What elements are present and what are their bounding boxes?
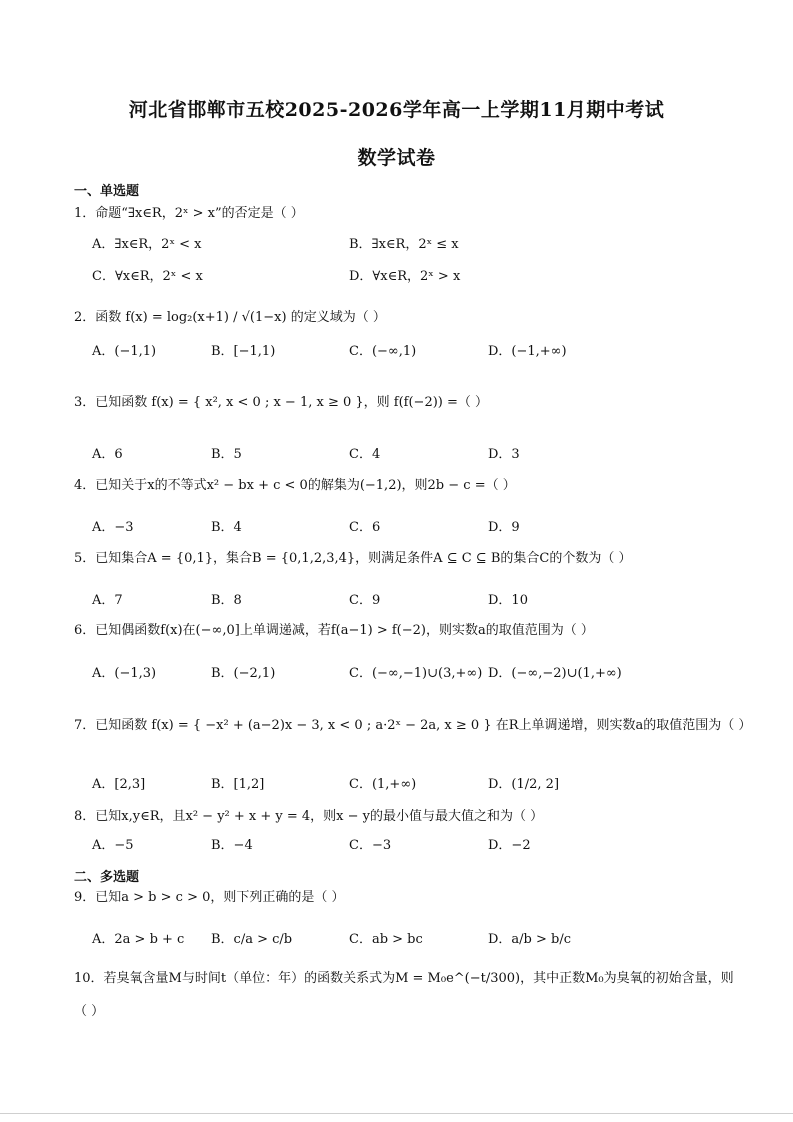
section-heading-single: 一、单选题: [74, 184, 140, 199]
question-10-stem: 10．若臭氧含量M与时间t（单位：年）的函数关系式为M = M₀e^(−t/300)，其中正数M₀为臭氧的初始含量，则: [74, 971, 734, 986]
question-9-option-b: B．c/a > c/b: [211, 932, 293, 947]
question-5-option-b: B．8: [211, 593, 242, 608]
section-heading-multi: 二、多选题: [74, 870, 140, 885]
question-4-stem: 4．已知关于x的不等式x² − bx + c < 0的解集为(−1,2)，则2b − c =（ ）: [74, 478, 516, 493]
page-subtitle: 数学试卷: [357, 147, 436, 169]
question-7-option-c: C．(1,+∞): [349, 777, 417, 792]
question-7-option-a: A．[2,3]: [92, 777, 146, 792]
question-2-option-b: B．[−1,1): [211, 344, 276, 359]
question-9-stem: 9．已知a > b > c > 0，则下列正确的是（ ）: [74, 890, 345, 905]
question-2-stem: 2．函数 f(x) = log₂(x+1) / √(1−x) 的定义域为（ ）: [74, 310, 386, 325]
question-5-option-c: C．9: [349, 593, 381, 608]
question-3-stem: 3．已知函数 f(x) = { x², x < 0 ; x − 1, x ≥ 0 }，则 f(f(−2)) =（ ）: [74, 395, 489, 410]
question-9-option-d: D．a/b > b/c: [488, 932, 572, 947]
question-4-option-b: B．4: [211, 520, 242, 535]
question-7-option-b: B．[1,2]: [211, 777, 265, 792]
question-7-stem: 7．已知函数 f(x) = { −x² + (a−2)x − 3, x < 0 ; a·2ˣ − 2a, x ≥ 0 } 在R上单调递增，则实数a的取值范围为（ ）: [74, 718, 752, 733]
question-9-option-c: C．ab > bc: [349, 932, 423, 947]
question-8-option-a: A．−5: [92, 838, 134, 853]
question-3-option-a: A．6: [92, 447, 123, 462]
question-6-option-d: D．(−∞,−2)∪(1,+∞): [488, 666, 622, 681]
question-3-option-b: B．5: [211, 447, 242, 462]
question-8-option-b: B．−4: [211, 838, 253, 853]
question-1-option-c: C．∀x∈R，2ˣ < x: [92, 269, 203, 284]
question-1-option-b: B．∃x∈R，2ˣ ≤ x: [349, 237, 459, 252]
question-2-option-d: D．(−1,+∞): [488, 344, 567, 359]
question-2-option-c: C．(−∞,1): [349, 344, 417, 359]
question-10-stem-continuation: （ ）: [74, 1004, 105, 1019]
question-8-stem: 8．已知x,y∈R，且x² − y² + x + y = 4，则x − y的最小值与最大值之和为（ ）: [74, 809, 544, 824]
question-3-option-c: C．4: [349, 447, 381, 462]
question-1-stem: 1．命题“∃x∈R，2ˣ > x”的否定是（ ）: [74, 206, 304, 221]
question-6-stem: 6．已知偶函数f(x)在(−∞,0]上单调递减，若f(a−1) > f(−2)，则实数a的取值范围为（ ）: [74, 623, 594, 638]
question-5-stem: 5．已知集合A = {0,1}，集合B = {0,1,2,3,4}，则满足条件A ⊆ C ⊆ B的集合C的个数为（ ）: [74, 551, 632, 566]
question-5-option-a: A．7: [92, 593, 123, 608]
question-8-option-d: D．−2: [488, 838, 531, 853]
question-4-option-c: C．6: [349, 520, 381, 535]
question-4-option-a: A．−3: [92, 520, 134, 535]
question-3-option-d: D．3: [488, 447, 520, 462]
question-6-option-b: B．(−2,1): [211, 666, 276, 681]
question-6-option-a: A．(−1,3): [92, 666, 157, 681]
question-8-option-c: C．−3: [349, 838, 392, 853]
question-7-option-d: D．(1/2, 2]: [488, 777, 560, 792]
question-6-option-c: C．(−∞,−1)∪(3,+∞): [349, 666, 483, 681]
question-1-option-d: D．∀x∈R，2ˣ > x: [349, 269, 461, 284]
page-title: 河北省邯郸市五校2025-2026学年高一上学期11月期中考试: [128, 99, 665, 121]
question-2-option-a: A．(−1,1): [92, 344, 157, 359]
page-bottom-divider: [0, 1113, 793, 1114]
question-4-option-d: D．9: [488, 520, 520, 535]
question-5-option-d: D．10: [488, 593, 528, 608]
question-9-option-a: A．2a > b + c: [92, 932, 185, 947]
question-1-option-a: A．∃x∈R，2ˣ < x: [92, 237, 202, 252]
